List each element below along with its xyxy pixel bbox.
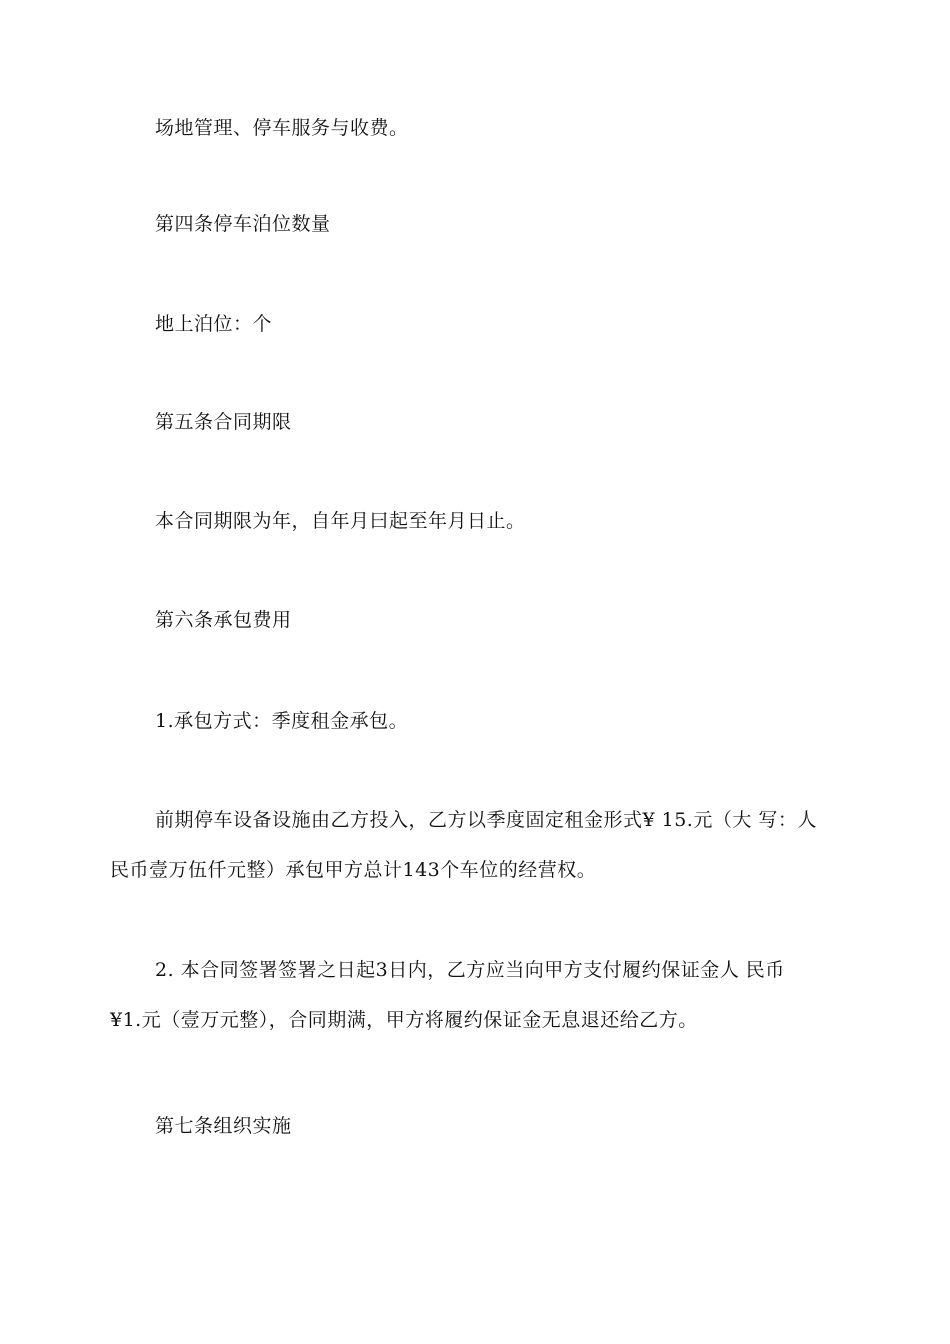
section-heading-4: 第四条停车泊位数量 — [155, 213, 331, 235]
paragraph-line: 场地管理、停车服务与收费。 — [155, 117, 409, 139]
section-heading-7: 第七条组织实施 — [155, 1115, 292, 1137]
section-heading-5: 第五条合同期限 — [155, 411, 292, 433]
paragraph-line: 地上泊位：个 — [155, 313, 273, 335]
list-item: 1.承包方式：季度租金承包。 — [155, 710, 409, 732]
paragraph-line: 本合同期限为年，自年月曰起至年月日止。 — [155, 510, 526, 532]
paragraph-line: 前期停车设备设施由乙方投入，乙方以季度固定租金形式¥ 15.元（大 写：人 — [155, 809, 817, 831]
section-heading-6: 第六条承包费用 — [155, 609, 292, 631]
list-item: 2. 本合同签署签署之日起3日内，乙方应当向甲方支付履约保证金人 民币 — [155, 959, 785, 981]
paragraph-line: ¥1.元（壹万元整），合同期满，甲方将履约保证金无息退还给乙方。 — [110, 1009, 698, 1031]
paragraph-line: 民币壹万伍仟元整）承包甲方总计143个车位的经营权。 — [110, 859, 597, 881]
